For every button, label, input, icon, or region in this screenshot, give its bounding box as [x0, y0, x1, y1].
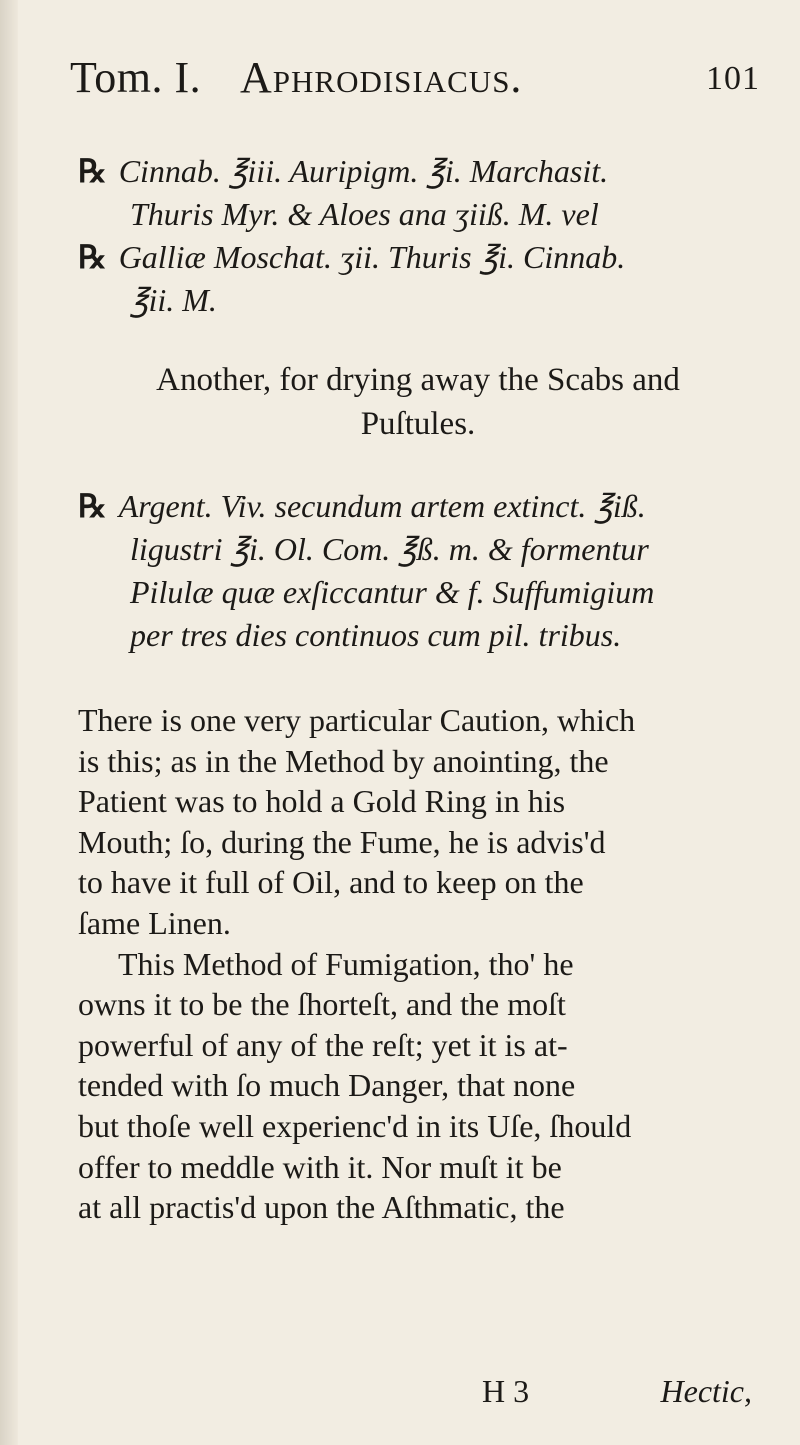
paragraph-line: There is one very particular Caution, which	[78, 702, 636, 738]
recipe-symbol: ℞	[78, 488, 107, 524]
paragraph-line: ſame Linen.	[78, 904, 231, 941]
recipe-1	[78, 150, 758, 322]
recipe-line: ℞ Cinnab. ℥iii. Auripigm. ℥i. Marchasit.	[78, 153, 609, 189]
recipe-symbol: ℞	[78, 153, 107, 189]
paragraph-caution	[78, 700, 758, 1228]
recipe-line: Pilulæ quæ exſiccantur & f. Suffumigium	[130, 574, 655, 610]
page-number: 101	[706, 60, 760, 97]
heading-line: Puſtules.	[360, 406, 476, 442]
recipe-line: ℥ii. M.	[130, 282, 217, 318]
recipe-line: Thuris Myr. & Aloes ana ʒiiß. M. vel	[130, 196, 599, 232]
recipe-symbol: ℞	[78, 239, 107, 275]
recipe-line: per tres dies continuos cum pil. tribus.	[130, 617, 622, 653]
running-head	[70, 52, 760, 112]
running-title: Aphrodisiacus.	[240, 53, 523, 102]
paragraph-line: but thoſe well experienc'd in its Uſe, ſhould	[78, 1107, 632, 1144]
page-footer	[78, 1373, 758, 1417]
paragraph-line: offer to meddle with it. Nor muſt it be	[78, 1148, 562, 1185]
paragraph-line: owns it to be the ſhorteſt, and the moſt	[78, 986, 566, 1023]
paragraph-line: tended with ſo much Danger, that none	[78, 1067, 576, 1104]
paragraph-line: is this; as in the Method by anointing, the	[78, 742, 609, 779]
signature-mark: H 3	[482, 1373, 530, 1409]
section-heading	[78, 358, 758, 446]
page-gutter-shadow	[0, 0, 18, 1445]
volume-label: Tom. I.	[70, 53, 202, 102]
paragraph-line: to have it full of Oil, and to keep on the	[78, 864, 584, 901]
paragraph-line: This Method of Fumigation, tho' he	[118, 945, 574, 982]
paragraph-line: Mouth; ſo, during the Fume, he is advis'd	[78, 823, 606, 860]
recipe-line: ℞ Argent. Viv. secundum artem extinct. ℥iß.	[78, 488, 646, 524]
paragraph-line: Patient was to hold a Gold Ring in his	[78, 783, 566, 820]
paragraph-line: at all practis'd upon the Aſthmatic, the	[78, 1189, 565, 1226]
catchword: Hectic,	[660, 1373, 752, 1409]
recipe-line: ℞ Galliæ Moschat. ʒii. Thuris ℥i. Cinnab.	[78, 239, 626, 275]
heading-line: Another, for drying away the Scabs and	[156, 362, 680, 398]
recipe-2	[78, 485, 758, 657]
recipe-line: ligustri ℥i. Ol. Com. ℥ß. m. & formentur	[130, 531, 649, 567]
paragraph-line: powerful of any of the reſt; yet it is at-	[78, 1026, 568, 1063]
